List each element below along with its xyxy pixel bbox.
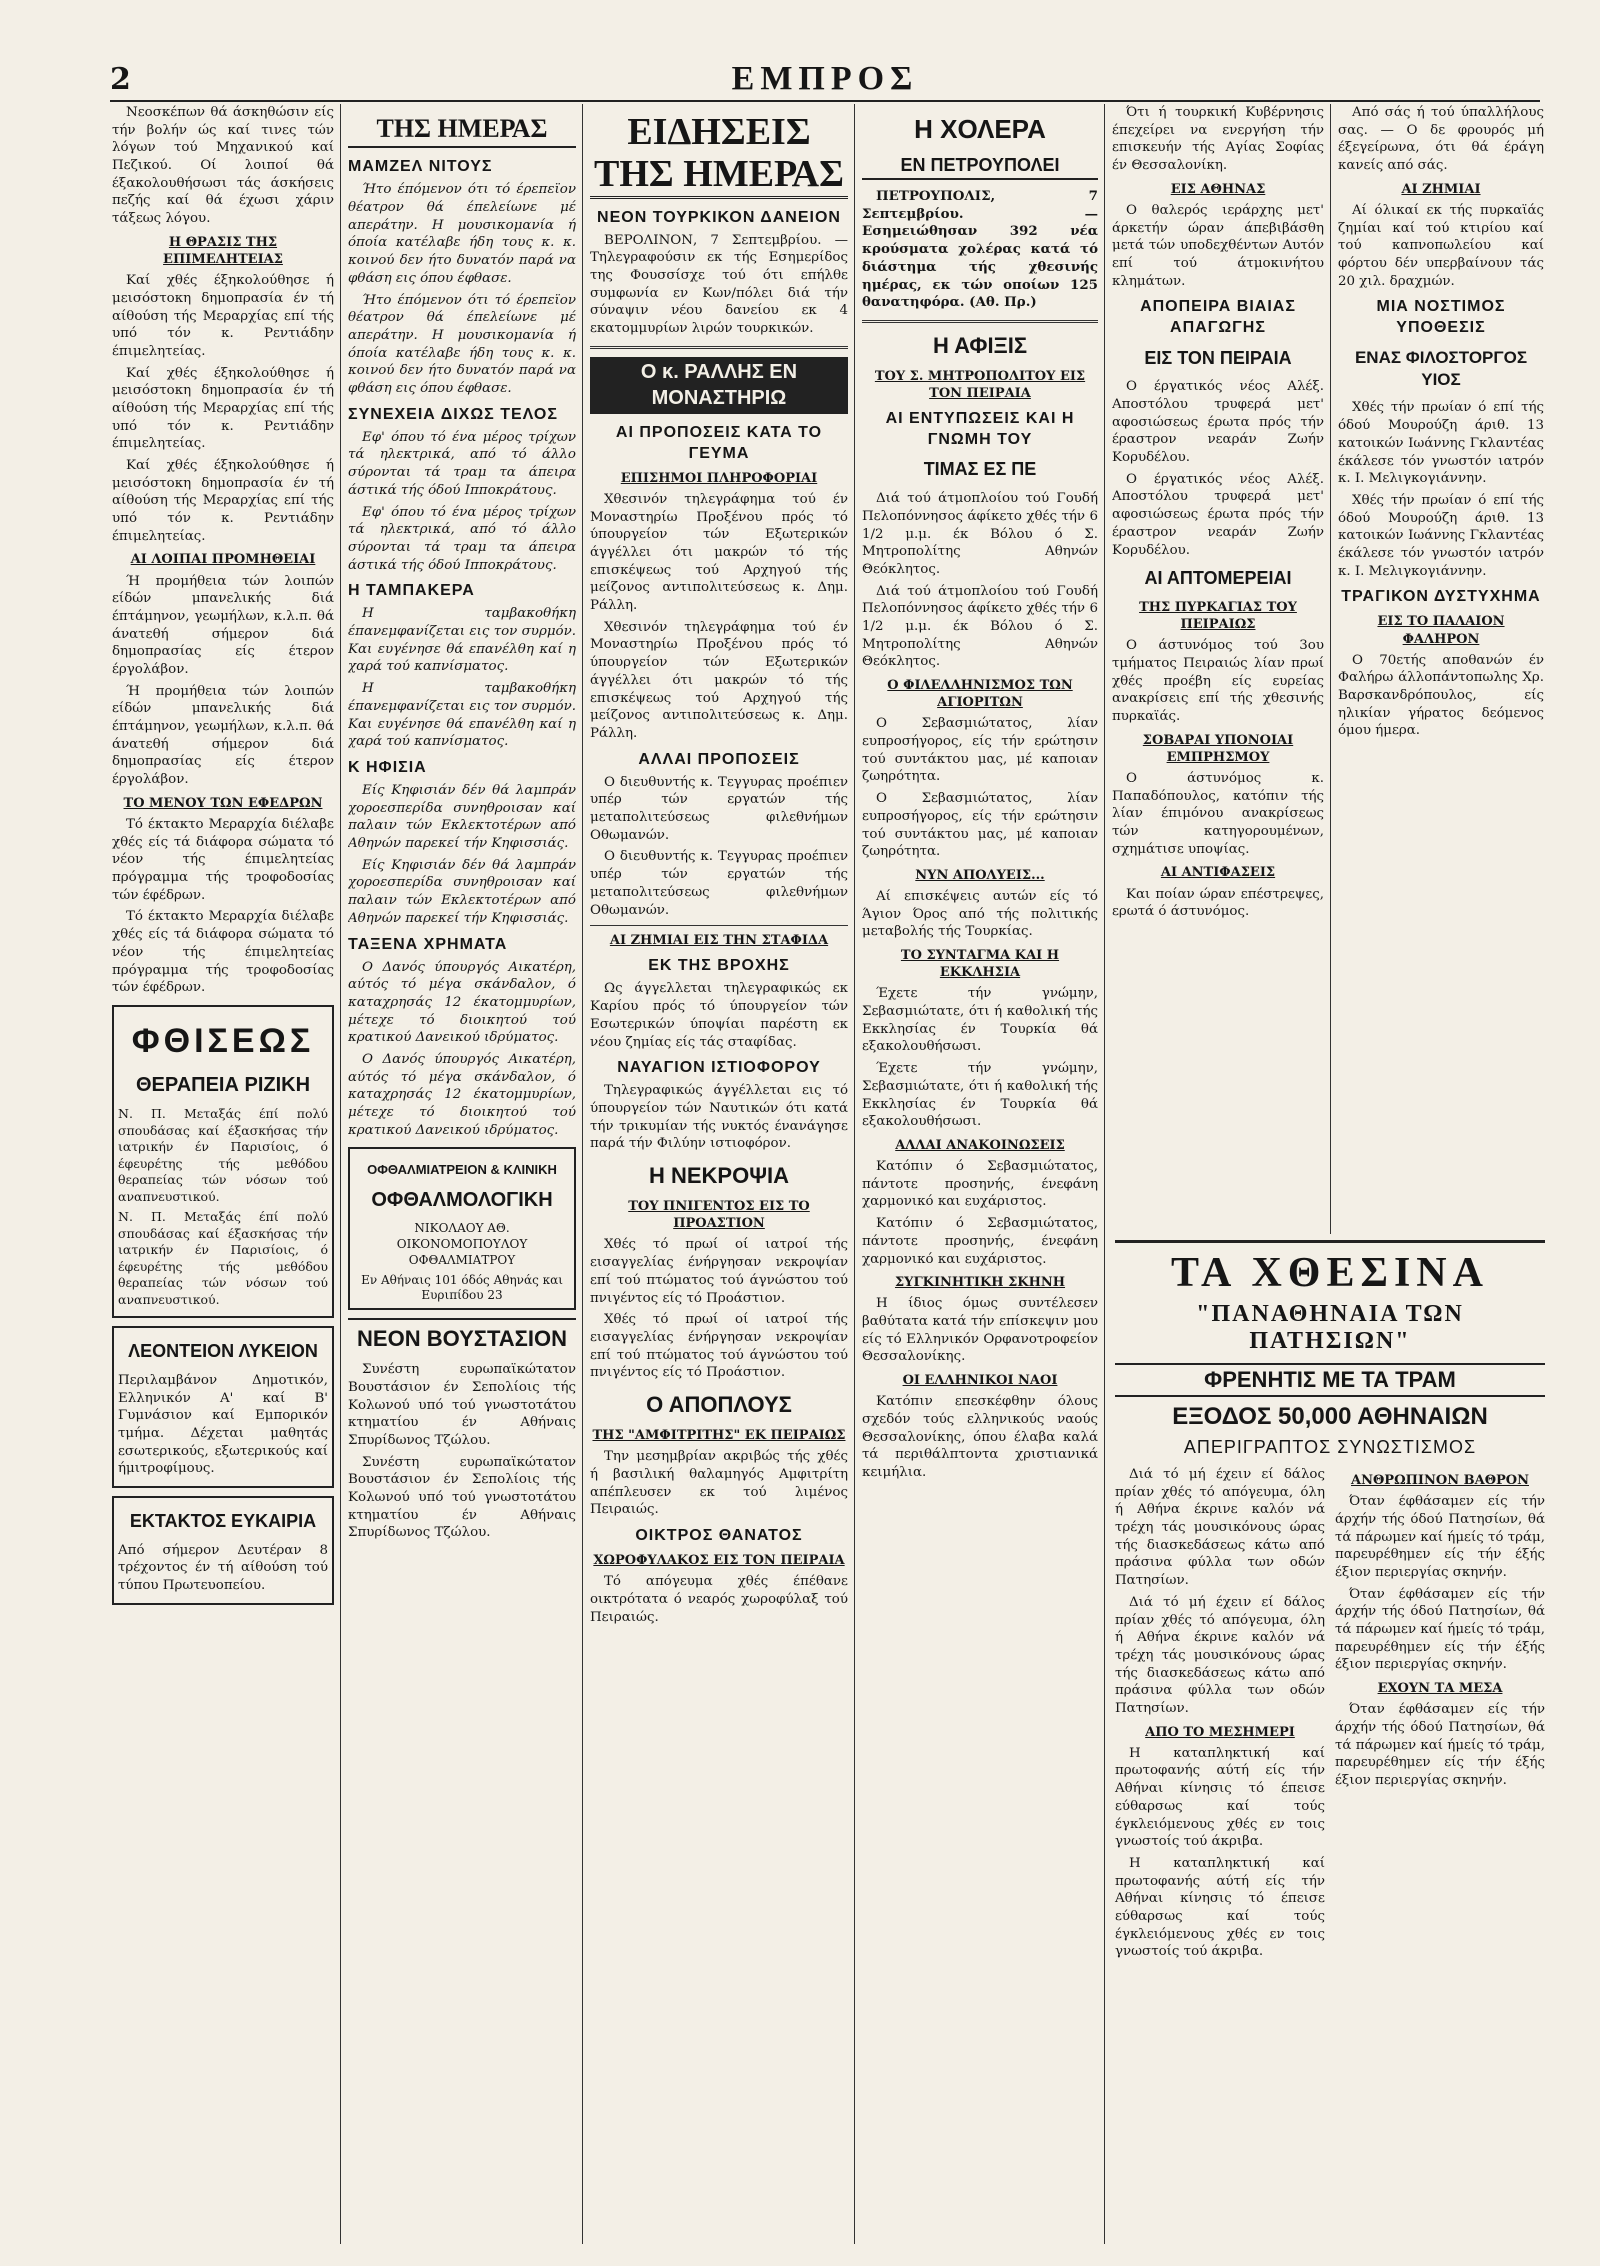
article-text: Ο έργατικός νέος Αλέξ. Αποστόλου τρυφερά μετ' αφοσιώσεως έρωτα πρός τήν έραστρον νεαράν Ζωήν Κορυδέλου.	[1112, 379, 1324, 466]
article-text: Νεοσκέπων θά άσκηθώσιν είς τήν βολήν ώς καί τινες τών λόγων τού Μηχανικού καί Πεζικού. Οί λοιποί θά έξακολουθήσωσι τάς άσκήσεις πεζής καί θά έχωσι χάριν τάξεως λόγου.	[112, 105, 334, 227]
article-text: Κατόπιν επεσκέφθην όλους σχεδόν τούς ελληνικούς ναούς Θεσσαλονίκης, όπου έλαβα καλά τά περιθάλπτοντα χριστιανικά κειμήλια.	[862, 1394, 1098, 1480]
article-text: Ήτο έπόμενον ότι τό έρεπεϊον θέατρον θά έπελείωνε μέ απεράτην. Η μουσικομανία ή όποία κατέλαβε ήδη τους κ. κ. κοινού δεν ήτο δυνατόν παρά να φθάση εις όπου έφθασε.	[348, 182, 576, 286]
article-heading: Κ ΗΦΙΣΙΑ	[348, 758, 427, 776]
spread-subtitle: "ΠΑΝΑΘΗΝΑΙΑ ΤΩΝ ΠΑΤΗΣΙΩΝ"	[1196, 1301, 1464, 1354]
article-heading: ΑΙ ΑΝΤΙΦΑΣΕΙΣ	[1160, 865, 1276, 881]
article-subheading: ΧΩΡΟΦΥΛΑΚΟΣ ΕΙΣ ΤΟΝ ΠΕΙΡΑΙΑ	[593, 1552, 845, 1568]
article-text: Είς Κηφισιάν δέν θά λαμπράν χοροεσπερίδα συνηθροισαν καί παλαιν τών Εκλεκτοτέρων από Αθηνών παρεκεί τήν Κηφισσιάς.	[348, 857, 576, 926]
article-text: Η ίδιος όμως συντέλεσεν βαθύτατα κατά τήν επίσκεψιν μου είς τό Ελληνικόν Ορφανοτροφείον Θεσσαλονίκης.	[862, 1296, 1098, 1365]
article-text: Εφ' όπου τό ένα μέρος τρίχων τά ηλεκτρικά, από τό άλλο σύρονται τά τραμ τα άπειρα άστικά τής όδού Ιπποκράτους.	[348, 504, 576, 573]
article-text: Όταν έφθάσαμεν είς τήν άρχήν τής όδού Πατησίων, θά τά πάρωμεν καί ήμείς τό τράμ, παρευρέθημεν είς τήν έξής έξιον περιεργίας σκηνήν.	[1335, 1586, 1545, 1673]
article-heading: ΣΟΒΑΡΑΙ ΥΠΟΝΟΙΑΙ ΕΜΠΡΗΣΜΟΥ	[1142, 732, 1294, 765]
article-heading: ΑΛΛΑΙ ΑΝΑΚΟΙΝΩΣΕΙΣ	[895, 1137, 1065, 1153]
article-text: Τό έκτακτο Μεραρχία διέλαβε χθές είς τά διάφορα σώματα τό νέον τής έπιμελητείας πρόγραμμα τής τροφοδοσίας τών έφέδρων.	[112, 817, 334, 903]
ad-subtitle: ΘΕΡΑΠΕΙΑ ΡΙΖΙΚΗ	[135, 1073, 311, 1096]
article-heading: ΤΑΞΕΝΑ ΧΡΗΜΑΤΑ	[348, 935, 508, 953]
article-text: Διά τού άτμοπλοίου τού Γουδή Πελοπόννησος άφίκετο χθές τήν 6 1/2 μ.μ. έκ Βόλου ό Σ. Μητροπολίτης Αθηνών Θεόκλητος.	[862, 583, 1098, 670]
column-3	[590, 104, 848, 2244]
article-text: Χθεσινόν τηλεγράφημα τού έν Μοναστηρίω Προξένου πρός τό ύπουργείον τών Εξωτερικών άγγέλλει ότι μακρών τό τής επισκέψεως τού Αρχηγού τής μείζονος αντιπολιτεύσεως κ. Δημ. Ράλλη.	[590, 619, 848, 741]
article-heading: ΑΙ ΕΝΤΥΠΩΣΕΙΣ ΚΑΙ Η ΓΝΩΜΗ ΤΟΥ	[885, 410, 1075, 449]
article-text: Τηλεγραφικώς άγγέλλεται εις τό ύπουργείον τών Ναυτικών ότι κατά τήν τρικυμίαν τής νυκτός ένανάγησε παρά τήν Φιλύην ιστιοφόρον.	[590, 1083, 848, 1152]
ad-title: ΕΚΤΑΚΤΟΣ ΕΥΚΑΙΡΙΑ	[129, 1511, 317, 1532]
ad-text: Περιλαμβάνον Δημοτικόν, Ελληνικόν Α' καί Β' Γυμνάσιον καί Εμπορικόν τμήμα. Δέχεται μαθητάς εσωτερικούς, εξωτερικούς καί ήμιτροφίμους.	[118, 1372, 328, 1477]
article-subheading: ΕΠΙΣΗΜΟΙ ΠΛΗΡΟΦΟΡΙΑΙ	[620, 470, 818, 486]
article-text: Αί επισκέψεις αυτών είς τό Άγιον Όρος από τής πολιτικής μεταβολής τής Τουρκίας.	[862, 889, 1098, 940]
article-text: Ή προμήθεια τών λοιπών είδών μπανελικής διά έπτάμηνον, γεωμήλων, κ.λ.π. θά άνατεθή σήμερον διά δημοπρασίας είς έτερον έργολάβον.	[112, 573, 334, 678]
article-text: Χθές τό πρωί οί ιατροί τής εισαγγελίας ένήργησαν νεκροψίαν επί τού πτώματος τού άγνώστου τού πνιγέντος είς τό Προάστιον.	[590, 1312, 848, 1381]
column-rule	[340, 104, 341, 2244]
article-text: Από σάς ή τού ύπαλλήλους σας. — Ο δε φρουρός μή έξεγείρωνα, ότι θά έράγη κανείς από σάς.	[1338, 105, 1544, 174]
article-text: Ο άστυνόμος κ. Παπαδόπουλος, κατόπιν τής λίαν έπιμόνου ανακρίσεως τών κατηγορουμένων, σχημάτισε υποψίας.	[1112, 771, 1324, 857]
article-text: Ήτο έπόμενον ότι τό έρεπεϊον θέατρον θά έπελείωνε μέ απεράτην. Η μουσικομανία ή όποία κατέλαβε ήδη τους κ. κ. κοινού δεν ήτο δυνατόν παρά να φθάση εις όπου έφθασε.	[348, 292, 576, 396]
article-text: Έχετε τήν γνώμην, Σεβασμιώτατε, ότι ή καθολική τής Εκκλησίας έν Τουρκία θά εξακολουθήσωσι.	[862, 986, 1098, 1055]
article-heading: ΑΙ ΠΡΟΠΟΣΕΙΣ ΚΑΤΑ ΤΟ ΓΕΥΜΑ	[615, 423, 823, 462]
article-text: Κατόπιν ό Σεβασμιώτατος, πάντοτε προσηνής, ένεφάνη χαρμονικό και ευχάριστος.	[862, 1159, 1098, 1210]
article-text: Η ταμβακοθήκη έπανεμφανίζεται εις τον συρμόν. Και ευγένησε θά επανέλθη καί η χαρά τού καπνίσματος.	[348, 681, 576, 750]
spread-column	[1335, 1466, 1545, 1965]
article-text: Έχετε τήν γνώμην, Σεβασμιώτατε, ότι ή καθολική τής Εκκλησίας έν Τουρκία θά εξακολουθήσωσι.	[862, 1061, 1098, 1130]
article-subheading: ΕΙΣ ΤΟ ΠΑΛΑΙΟΝ ΦΑΛΗΡΟΝ	[1377, 614, 1505, 647]
ad-title: ΦΘΙΣΕΩΣ	[131, 1021, 315, 1060]
article-text: Διά τό μή έχειν εί δάλος πρίαν χθές τό απόγευμα, όλη ή Αθήνα έκρινε καλόν νά τρέχη τάς μουσικόνους ώρας τής διασκεδάσεως κάτω από πράσινα φύλλα των οδών Πατησίων.	[1115, 1467, 1325, 1589]
ad-text: Συνέστη ευρωπαϊκώτατον Βουστάσιον έν Σεπολίοις τής Κολωνού υπό τού γνωστοτάτου κτηματίου έν Αθήναις Σπυρίδωνος Τζώλου.	[348, 1362, 576, 1448]
article-subheading: ΕΙΣ ΤΟΝ ΠΕΙΡΑΙΑ	[1144, 347, 1292, 368]
article-heading: ΝΕΟΝ ΤΟΥΡΚΙΚΟΝ ΔΑΝΕΙΟΝ	[597, 208, 841, 226]
article-heading: ΣΥΓΚΙΝΗΤΙΚΗ ΣΚΗΝΗ	[894, 1275, 1066, 1291]
advertisement	[348, 1147, 576, 1310]
ad-text: Ν. Π. Μεταξάς έπί πολύ σπουδάσας καί έξασκήσας τήν ιατρικήν έν Παρισίοις, ό έφευρέτης τής μεθόδου θεραπείας τών νόσων τού αναπνευστικού.	[118, 1209, 328, 1307]
article-text: Ο Δανός ύπουργός Αικατέρη, αύτός τό μέγα σκάνδαλον, ό καταχρησάς 12 έκατομμυρίων, μέτεχε τό διοικητού τού κρατικού Δανεικού ιδρύματος.	[348, 959, 576, 1046]
article-text: Διά τό μή έχειν εί δάλος πρίαν χθές τό απόγευμα, όλη ή Αθήνα έκρινε καλόν νά τρέχη τάς μουσικόνους ώρας τής διασκεδάσεως κάτω από πράσινα φύλλα των οδών Πατησίων.	[1115, 1594, 1325, 1716]
ad-title: ΝΕΟΝ ΒΟΥΣΤΑΣΙΟΝ	[348, 1318, 576, 1353]
article-subheading: ΕΝΑΣ ΦΙΛΟΣΤΟΡΓΟΣ ΥΙΟΣ	[1354, 347, 1528, 389]
article-text: Ότι ή τουρκική Κυβέρνησις έπεχείρει να ενεργήση τήν επισκευήν τής Αγίας Σοφίας έν Θεσσαλονίκη.	[1112, 105, 1324, 174]
article-heading: ΤΟ ΣΥΝΤΑΓΜΑ ΚΑΙ Η ΕΚΚΛΗΣΙΑ	[900, 948, 1060, 981]
ad-name: ΝΙΚΟΛΑΟΥ ΑΘ. ΟΙΚΟΝΟΜΟΠΟΥΛΟΥ ΟΦΘΑΛΜΙΑΤΡΟΥ	[396, 1221, 528, 1267]
article-heading: ΑΠΟ ΤΟ ΜΕΣΗΜΕΡΙ	[1145, 1724, 1295, 1740]
article-text: Χθεσινόν τηλεγράφημα τού έν Μοναστηρίω Προξένου πρός τό ύπουργείον τών Εξωτερικών άγγέλλει ότι μακρών τό τής επισκέψεως τού Αρχηγού τής μείζονος αντιπολιτεύσεως κ. Δημ. Ράλλη.	[590, 491, 848, 614]
article-heading: Η ΝΕΚΡΟΨΙΑ	[648, 1163, 790, 1189]
article-heading: Ο κ. ΡΑΛΛΗΣ ΕΝ ΜΟΝΑΣΤΗΡΙΩ	[590, 357, 848, 414]
article-subheading: ΕΚ ΤΗΣ ΒΡΟΧΗΣ	[648, 957, 790, 975]
article-text: Ο Σεβασμιώτατος, λίαν ευπροσήγορος, είς τήν ερώτησιν τού συντάκτου μας, μέ καποιαν ζωηρότητα.	[862, 791, 1098, 860]
article-heading: ΟΙΚΤΡΟΣ ΘΑΝΑΤΟΣ	[635, 1526, 803, 1544]
article-subheading: ΤΙΜΑΣ ΕΣ ΠΕ	[923, 459, 1037, 480]
article-text: Ως άγγελλεται τηλεγραφικώς εκ Καρίου πρός τό ύπουργείον τών Εσωτερικών ύποψίαι παρέστη εκ νέου ζημίας είς τάς σταφίδας.	[590, 981, 848, 1050]
article-heading: ΑΙ ΛΟΙΠΑΙ ΠΡΟΜΗΘΕΙΑΙ	[130, 552, 316, 568]
article-text: Αί όλικαί εκ τής πυρκαϊάς ζημίαι καί τού κτιρίου καί τού καπνοπωλείου καί φόρτου δέν υπερβαίνουν τάς 20 χιλ. δραχμών.	[1338, 202, 1544, 289]
column-rule	[854, 104, 855, 2244]
article-text: Καί χθές έξηκολούθησε ή μεισόστοκη δημοπρασία έν τή αίθούση τής Μεραρχίας επί τής υπό τόν κ. Ρεντιάδην έπιμελητείας.	[112, 273, 334, 359]
article-text: Ο διευθυντής κ. Τεγγυρας προέπιεν υπέρ τών εργατών τής μεταπολιτεύσεως φιλεθνήμων Οθωμανών.	[590, 774, 848, 843]
article-heading: ΜΙΑ ΝΟΣΤΙΜΟΣ ΥΠΟΘΕΣΙΣ	[1376, 298, 1506, 337]
spread-line: ΕΞΟΔΟΣ 50,000 ΑΘΗΝΑΙΩΝ	[1172, 1403, 1488, 1430]
ad-text: Από σήμερον Δευτέραν 8 τρέχοντος έν τή αίθούση τού τύπου Πρωτευοπείου.	[118, 1542, 328, 1594]
article-heading: ΝΑΥΑΓΙΟΝ ΙΣΤΙΟΦΟΡΟΥ	[617, 1059, 821, 1077]
article-text: Τό απόγευμα χθές έπέθανε οικτρότατα ό νεαρός χωροφύλαξ τού Πειραιώς.	[590, 1574, 848, 1625]
article-text: Καί χθές έξηκολούθησε ή μεισόστοκη δημοπρασία έν τή αίθούση τής Μεραρχίας επί τής υπό τόν κ. Ρεντιάδην έπιμελητείας.	[112, 458, 334, 544]
article-heading: ΝΥΝ ΑΠΟΛΥΕΙΣ...	[915, 867, 1045, 883]
article-heading: ΑΛΛΑΙ ΠΡΟΠΟΣΕΙΣ	[638, 750, 800, 768]
article-text: Ο διευθυντής κ. Τεγγυρας προέπιεν υπέρ τών εργατών τής μεταπολιτεύσεως φιλεθνήμων Οθωμανών.	[590, 849, 848, 918]
masthead	[110, 60, 1540, 102]
column-4	[862, 104, 1098, 2244]
ad-title: ΛΕΟΝΤΕΙΟΝ ΛΥΚΕΙΟΝ	[128, 1341, 318, 1362]
advertisement	[112, 1496, 334, 1605]
spread-column	[1115, 1466, 1325, 1965]
article-text: ΠΕΤΡΟΥΠΟΛΙΣ, 7 Σεπτεμβρίου. — Εσημειώθησαν 392 νέα κρούσματα χολέρας κατά τό διάστημα τής χθεσινής ημέρας, εκ τών οποίων 125 θανατηφόρα. (Αθ. Πρ.)	[862, 188, 1098, 311]
article-heading: Η ΘΡΑΣΙΣ ΤΗΣ ΕΠΙΜΕΛΗΤΕΙΑΣ	[163, 234, 283, 267]
article-text: Ο έργατικός νέος Αλέξ. Αποστόλου τρυφερά μετ' αφοσιώσεως έρωτα πρός τήν έραστρον νεαράν Ζωήν Κορυδέλου.	[1112, 471, 1324, 558]
article-text: Διά τού άτμοπλοίου τού Γουδή Πελοπόννησος άφίκετο χθές τήν 6 1/2 μ.μ. έκ Βόλου ό Σ. Μητροπολίτης Αθηνών Θεόκλητος.	[862, 491, 1098, 577]
article-heading: ΟΙ ΕΛΛΗΝΙΚΟΙ ΝΑΟΙ	[902, 1373, 1058, 1389]
article-text: Και ποίαν ώραν επέστρεψες, ερωτά ό άστυνόμος.	[1112, 886, 1324, 920]
ad-title: ΟΦΘΑΛΜΙΑΤΡΕΙΟΝ & ΚΛΙΝΙΚΗ	[367, 1162, 557, 1178]
article-heading: ΕΙΣ ΑΘΗΝΑΣ	[1170, 181, 1266, 197]
article-heading: ΑΙ ΑΠΤΟΜΕΡΕΙΑΙ	[1144, 568, 1292, 589]
newspaper-title: ΕΜΠΡΟΣ	[731, 60, 919, 97]
ad-text: Συνέστη ευρωπαϊκώτατον Βουστάσιον έν Σεπολίοις τής Κολωνού υπό τού γνωστοτάτου κτηματίου έν Αθήναις Σπυρίδωνος Τζώλου.	[348, 1454, 576, 1541]
spread-line: ΑΠΕΡΙΓΡΑΠΤΟΣ ΣΥΝΩΣΤΙΣΜΟΣ	[1183, 1437, 1477, 1457]
article-heading: Η ΤΑΜΠΑΚΕΡΑ	[348, 582, 475, 600]
ad-subtitle: ΟΦΘΑΛΜΟΛΟΓΙΚΗ	[371, 1188, 553, 1211]
ad-address: Εν Αθήναις 101 όδός Αθηνάς και Ευριπίδου 23	[361, 1272, 563, 1303]
article-heading: ΑΙ ΖΗΜΙΑΙ	[1401, 181, 1481, 197]
column-rule	[1330, 104, 1331, 1234]
article-heading: ΤΡΑΓΙΚΟΝ ΔΥΣΤΥΧΗΜΑ	[1341, 588, 1541, 606]
column-6	[1338, 104, 1544, 1224]
article-text: Χθές τήν πρωίαν ό επί τής όδού Μουρούζη άριθ. 13 κατοικών Ιωάννης Γκλαντέας έκάλεσε τόν γνωστόν ιατρόν κ. Ι. Μελιγκογιάννην.	[1338, 400, 1544, 487]
article-subheading: ΤΗΣ ΠΥΡΚΑΓΙΑΣ ΤΟΥ ΠΕΙΡΑΙΩΣ	[1139, 599, 1297, 633]
article-subheading: ΕΝ ΠΕΤΡΟΥΠΟΛΕΙ	[862, 154, 1098, 180]
article-text: Ο θαλερός ιεράρχης μετ' άρκετήν ώραν άπεβιβάσθη μετά τών υποδεχθέντων Αυτόν επί τού άτμοκινήτου κλημάτων.	[1112, 202, 1324, 289]
article-heading: ΕΧΟΥΝ ΤΑ ΜΕΣΑ	[1377, 1681, 1503, 1697]
article-heading: ΤΟ ΜΕΝΟΥ ΤΩΝ ΕΦΕΔΡΩΝ	[123, 795, 323, 811]
article-text: Η καταπληκτική καί πρωτοφανής αύτή είς τήν Αθήναι κίνησις τό έπεισε εύθαρσως καί τούς έγκλειόμενους χθές εν τοις γνωστοίς τού άκριβα.	[1115, 1745, 1325, 1850]
article-subheading: ΤΟΥ ΠΝΙΓΕΝΤΟΣ ΕΙΣ ΤΟ ΠΡΟΑΣΤΙΟΝ	[628, 1199, 810, 1232]
page-number: 2	[110, 62, 131, 97]
article-text: Εφ' όπου τό ένα μέρος τρίχων τά ηλεκτρικά, από τό άλλο σύρονται τά τραμ τα άπειρα άστικά τής όδού Ιπποκράτους.	[348, 429, 576, 498]
article-text: Όταν έφθάσαμεν είς τήν άρχήν τής όδού Πατησίων, θά τά πάρωμεν καί ήμείς τό τράμ, παρευρέθημεν είς τήν έξής έξιον περιεργίας σκηνήν.	[1335, 1494, 1545, 1580]
advertisement	[112, 1326, 334, 1488]
article-text: Τό έκτακτο Μεραρχία διέλαβε χθές είς τά διάφορα σώματα τό νέον τής έπιμελητείας πρόγραμμα τής τροφοδοσίας τών έφέδρων.	[112, 909, 334, 996]
column-2	[348, 104, 576, 2244]
article-text: Χθές τό πρωί οί ιατροί τής εισαγγελίας ένήργησαν νεκροψίαν επί τού πτώματος τού άγνώστου τού πνιγέντος είς τό Προάστιον.	[590, 1237, 848, 1306]
ad-text: Ν. Π. Μεταξάς έπί πολύ σπουδάσας καί έξασκήσας τήν ιατρικήν έν Παρισίοις, ό έφευρέτης τής μεθόδου θεραπείας τών νόσων τού αναπνευστικού.	[118, 1106, 328, 1204]
advertisement	[112, 1005, 334, 1318]
column-1	[112, 104, 334, 2244]
article-heading: Η ΑΦΙΞΙΣ	[932, 332, 1028, 358]
article-heading: ΜΑΜΖΕΛ ΝΙΤΟΥΣ	[348, 158, 493, 176]
spread-article	[1115, 1240, 1545, 1965]
article-text: Ο Σεβασμιώτατος, λίαν ευπροσήγορος, είς τήν ερώτησιν τού συντάκτου μας, μέ καποιαν ζωηρότητα.	[862, 716, 1098, 785]
article-text: Καί χθές έξηκολούθησε ή μεισόστοκη δημοπρασία έν τή αίθούση τής Μεραρχίας επί τής υπό τόν κ. Ρεντιάδην έπιμελητείας.	[112, 365, 334, 452]
article-heading: ΑΙ ΖΗΜΙΑΙ ΕΙΣ ΤΗΝ ΣΤΑΦΙΔΑ	[609, 933, 829, 949]
article-text: Η καταπληκτική καί πρωτοφανής αύτή είς τήν Αθήναι κίνησις τό έπεισε εύθαρσως καί τούς έγκλειόμενους χθές εν τοις γνωστοίς τού άκριβα.	[1115, 1855, 1325, 1960]
article-text: Ή προμήθεια τών λοιπών είδών μπανελικής διά έπτάμηνον, γεωμήλων, κ.λ.π. θά άνατεθή σήμερον διά δημοπρασίας είς έτερον έργολάβον.	[112, 683, 334, 788]
article-text: Κατόπιν ό Σεβασμιώτατος, πάντοτε προσηνής, ένεφάνη χαρμονικό και ευχάριστος.	[862, 1216, 1098, 1267]
column-rule	[582, 104, 583, 2244]
section-header: ΤΗΣ ΗΜΕΡΑΣ	[348, 112, 576, 148]
article-text: Χθές τήν πρωίαν ό επί τής όδού Μουρούζη άριθ. 13 κατοικών Ιωάννης Γκλαντέας έκάλεσε τόν γνωστόν ιατρόν κ. Ι. Μελιγκογιάννην.	[1338, 492, 1544, 579]
article-text: Ο Δανός ύπουργός Αικατέρη, αύτός τό μέγα σκάνδαλον, ό καταχρησάς 12 έκατομμυρίων, μέτεχε τό διοικητού τού κρατικού Δανεικού ιδρύματος.	[348, 1052, 576, 1138]
section-header: ΕΙΔΗΣΕΙΣ ΤΗΣ ΗΜΕΡΑΣ	[590, 112, 848, 199]
article-heading: Ο ΑΠΟΠΛΟΥΣ	[646, 1391, 792, 1417]
article-text: Όταν έφθάσαμεν είς τήν άρχήν τής όδού Πατησίων, θά τά πάρωμεν καί ήμείς τό τράμ, παρευρέθημεν είς τήν έξής έξιον περιεργίας σκηνήν.	[1335, 1702, 1545, 1788]
article-heading: Ο ΦΙΛΕΛΛΗΝΙΣΜΟΣ ΤΩΝ ΑΓΙΟΡΙΤΩΝ	[887, 678, 1073, 711]
article-heading: ΣΥΝΕΧΕΙΑ ΔΙΧΩΣ ΤΕΛΟΣ	[348, 405, 558, 423]
spread-title: ΤΑ ΧΘΕΣΙΝΑ	[1115, 1240, 1545, 1297]
article-heading: ΑΝΘΡΩΠΙΝΟΝ ΒΑΘΡΟΝ	[1351, 1473, 1529, 1488]
article-subheading: ΤΟΥ Σ. ΜΗΤΡΟΠΟΛΙΤΟΥ ΕΙΣ ΤΟΝ ΠΕΙΡΑΙΑ	[874, 368, 1086, 402]
article-text: Είς Κηφισιάν δέν θά λαμπράν χοροεσπερίδα συνηθροισαν καί παλαιν τών Εκλεκτοτέρων από Αθηνών παρεκεί τήν Κηφισσιάς.	[348, 783, 576, 852]
article-heading: ΑΠΟΠΕΙΡΑ ΒΙΑΙΑΣ ΑΠΑΓΩΓΗΣ	[1140, 298, 1296, 337]
column-5	[1112, 104, 1324, 1224]
column-rule	[1104, 104, 1105, 2244]
article-heading: Η ΧΟΛΕΡΑ	[914, 114, 1046, 144]
article-subheading: ΤΗΣ "ΑΜΦΙΤΡΙΤΗΣ" ΕΚ ΠΕΙΡΑΙΩΣ	[592, 1427, 846, 1443]
article-text: Την μεσημβρίαν ακριβώς τής χθές ή βασιλική θαλαμηγός Αμφιτρίτη απέπλευσεν εκ τού λιμένος Πειραιώς.	[590, 1449, 848, 1518]
article-text: ΒΕΡΟΛΙΝΟΝ, 7 Σεπτεμβρίου. — Τηλεγραφούσιν εκ τής Εσημερίδος της Φουσσίσχε τού ότι επήλθε συμφωνία εν Κων/πόλει διά τήν σύναψιν νέου δανείου εκ 4 εκατομμυρίων λιρών τουρκικών.	[590, 232, 848, 337]
article-text: Ο 70ετής αποθανών έν Φαλήρω άλλοπάντοπωλης Χρ. Βαρσκανδρόπουλος, είς ηλικίαν γήρατος δεόμενος όμου ήμερα.	[1338, 652, 1544, 739]
article-text: Ο άστυνόμος τού 3ου τμήματος Πειραιώς λίαν πρωί χθές προέβη είς ευρείας ανακρίσεις επί τής χθεσινής πυρκαϊάς.	[1112, 638, 1324, 724]
spread-line: ΦΡΕΝΗΤΙΣ ΜΕ ΤΑ ΤΡΑΜ	[1115, 1363, 1545, 1397]
article-text: Η ταμβακοθήκη έπανεμφανίζεται εις τον συρμόν. Και ευγένησε θά επανέλθη καί η χαρά τού καπνίσματος.	[348, 606, 576, 675]
